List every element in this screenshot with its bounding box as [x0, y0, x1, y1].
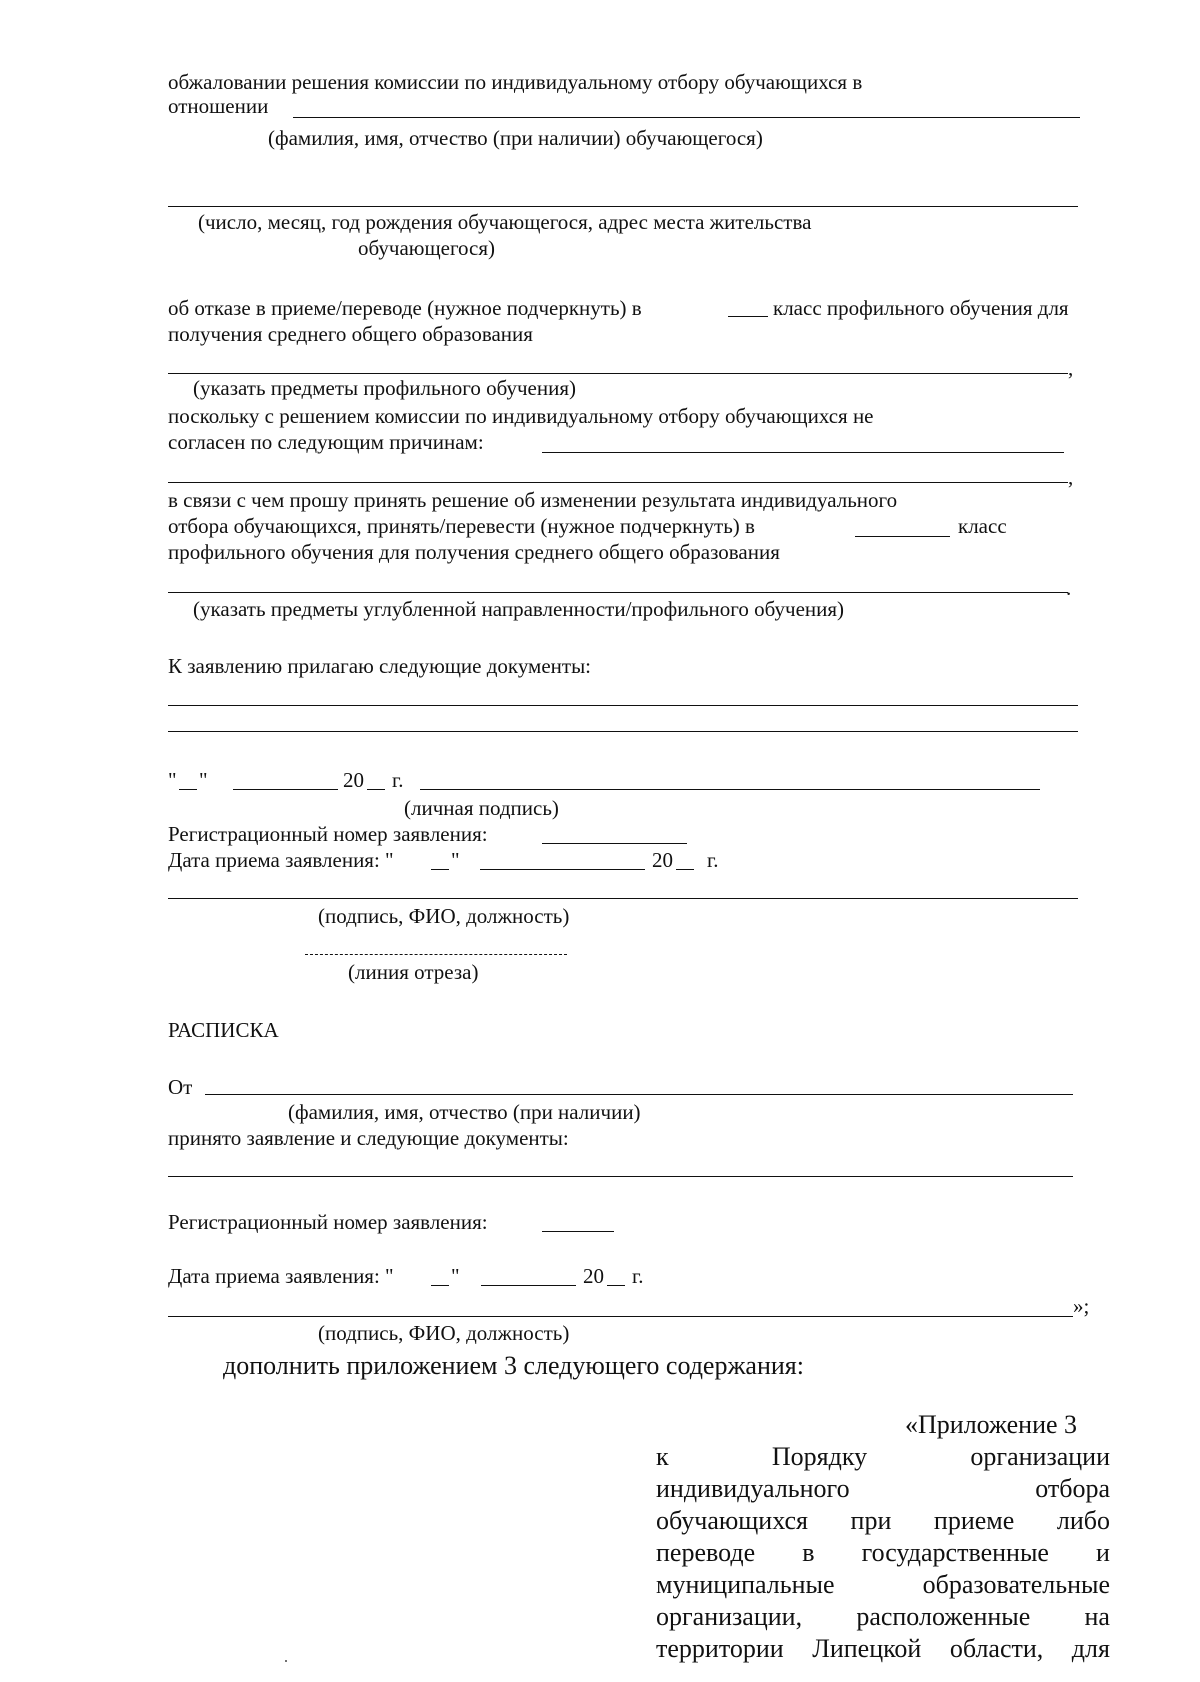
- appendix-word: Липецкой: [812, 1634, 922, 1663]
- caption-advanced-subjects: (указать предметы углубленной направленности/профильного обучения): [193, 597, 845, 621]
- receipt-title: РАСПИСКА: [168, 1018, 279, 1042]
- blank-reasons-cont: [168, 482, 1068, 483]
- text-line-regarding: отношении: [168, 94, 269, 118]
- text-line-accept: отбора обучающихся, принять/перевести (нужное подчеркнуть) в: [168, 514, 755, 538]
- caption-signature-name-position-2: (подпись, ФИО, должность): [318, 1321, 570, 1345]
- text-line-refusal: об отказе в приеме/переводе (нужное подчеркнуть) в: [168, 296, 642, 320]
- appendix-word: приеме: [933, 1506, 1015, 1535]
- punct-period: .: [1066, 576, 1072, 600]
- blank-day: [179, 789, 197, 790]
- blank-class-number: [728, 316, 768, 317]
- blank-year: [367, 789, 385, 790]
- text-line-education: получения среднего общего образования: [168, 322, 533, 346]
- blank-attachments-1: [168, 705, 1078, 706]
- blank-receipt-year-2: [607, 1285, 625, 1286]
- caption-student-name: (фамилия, имя, отчество (при наличии) обучающегося): [268, 126, 763, 150]
- blank-reasons: [542, 452, 1064, 453]
- date-year-suffix: г.: [392, 768, 404, 792]
- blank-documents-received: [168, 1176, 1073, 1177]
- text-line-request: в связи с чем прошу принять решение об изменении результата индивидуального: [168, 488, 898, 512]
- date-year-suffix: г.: [707, 848, 719, 872]
- blank-receipt-month: [480, 869, 645, 870]
- appendix-word: в: [802, 1538, 815, 1567]
- text-receipt-date: Дата приема заявления: ": [168, 848, 394, 872]
- scan-dot: [285, 1660, 287, 1662]
- blank-birth-address: [168, 206, 1078, 207]
- date-year-prefix: 20: [343, 768, 364, 792]
- appendix-word: территории: [656, 1634, 784, 1663]
- text-receipt-date-2: Дата приема заявления: ": [168, 1264, 394, 1288]
- appendix-word: и: [1096, 1538, 1110, 1567]
- blank-profile-subjects: [168, 373, 1068, 374]
- blank-registration-number-2: [542, 1231, 614, 1232]
- text-registration-number-2: Регистрационный номер заявления:: [168, 1210, 488, 1234]
- appendix-line: [656, 1441, 1110, 1473]
- appendix-word: отбора: [1035, 1474, 1110, 1503]
- blank-receipt-year: [676, 869, 694, 870]
- blank-registration-number: [542, 843, 687, 844]
- blank-official-signature: [168, 898, 1078, 899]
- text-line-refusal-cont: класс профильного обучения для: [773, 296, 1069, 320]
- text-line-profile: профильного обучения для получения среднего общего образования: [168, 540, 780, 564]
- punct-comma: ,: [1068, 356, 1074, 380]
- appendix-line: [656, 1601, 1110, 1633]
- blank-receipt-day: [431, 869, 449, 870]
- appendix-word: к: [656, 1442, 669, 1471]
- blank-receipt-day-2: [431, 1285, 449, 1286]
- appendix-word: расположенные: [856, 1602, 1031, 1631]
- blank-attachments-2: [168, 731, 1078, 732]
- blank-month: [233, 789, 338, 790]
- appendix-heading: «Приложение 3: [905, 1410, 1078, 1439]
- text-line-accept-cont: класс: [958, 514, 1007, 538]
- appendix-word: Порядку: [771, 1442, 868, 1471]
- appendix-word: государственные: [861, 1538, 1049, 1567]
- date-year-prefix: 20: [652, 848, 673, 872]
- text-line-disagree: поскольку с решением комиссии по индивидуальному отбору обучающихся не: [168, 404, 874, 428]
- date-quote-close: ": [199, 768, 208, 792]
- text-supplement-appendix: дополнить приложением 3 следующего содержания:: [223, 1351, 804, 1380]
- punct-comma: ,: [1068, 465, 1074, 489]
- blank-from-name: [205, 1094, 1073, 1095]
- date-quote-open: ": [168, 768, 177, 792]
- caption-signature-name-position: (подпись, ФИО, должность): [318, 904, 570, 928]
- text-documents-received: принято заявление и следующие документы:: [168, 1126, 569, 1150]
- caption-personal-signature: (личная подпись): [404, 796, 559, 820]
- text-line-reasons: согласен по следующим причинам:: [168, 430, 484, 454]
- date-year-prefix: 20: [583, 1264, 604, 1288]
- date-quote-close: ": [451, 848, 460, 872]
- appendix-word: организации,: [656, 1602, 803, 1631]
- appendix-word: обучающихся: [656, 1506, 808, 1535]
- blank-advanced-subjects: [168, 592, 1068, 593]
- blank-receipt-month-2: [481, 1285, 576, 1286]
- text-from: От: [168, 1075, 193, 1099]
- blank-signature: [420, 789, 1040, 790]
- blank-official-signature-2: [168, 1316, 1073, 1317]
- appendix-word: при: [850, 1506, 892, 1535]
- text-line-attachments: К заявлению прилагаю следующие документы:: [168, 654, 592, 678]
- appendix-line: [656, 1633, 1110, 1665]
- appendix-word: муниципальные: [656, 1570, 835, 1599]
- appendix-word: образовательные: [922, 1570, 1110, 1599]
- caption-cut-line: (линия отреза): [348, 960, 479, 984]
- appendix-word: либо: [1056, 1506, 1110, 1535]
- appendix-line: [656, 1473, 1110, 1505]
- blank-student-name: [293, 117, 1080, 118]
- appendix-word: переводе: [656, 1538, 756, 1567]
- appendix-word: для: [1071, 1634, 1110, 1663]
- text-registration-number: Регистрационный номер заявления:: [168, 822, 488, 846]
- date-year-suffix: г.: [632, 1264, 644, 1288]
- blank-class-number-2: [855, 536, 950, 537]
- date-quote-close: ": [451, 1264, 460, 1288]
- text-line-appeal: обжаловании решения комиссии по индивидуальному отбору обучающихся в: [168, 70, 863, 94]
- closing-quote: »;: [1073, 1294, 1090, 1318]
- appendix-line: [656, 1569, 1110, 1601]
- appendix-word: организации: [970, 1442, 1110, 1471]
- cut-line: [305, 954, 567, 955]
- appendix-word: индивидуального: [656, 1474, 850, 1503]
- appendix-line: [656, 1505, 1110, 1537]
- appendix-word: на: [1084, 1602, 1110, 1631]
- caption-birth-address-cont: обучающегося): [358, 236, 496, 260]
- caption-profile-subjects: (указать предметы профильного обучения): [193, 376, 577, 400]
- appendix-line: [656, 1537, 1110, 1569]
- caption-from-name: (фамилия, имя, отчество (при наличии): [288, 1100, 641, 1124]
- caption-birth-address: (число, месяц, год рождения обучающегося, адрес места жительства: [198, 210, 812, 234]
- appendix-word: области,: [949, 1634, 1044, 1663]
